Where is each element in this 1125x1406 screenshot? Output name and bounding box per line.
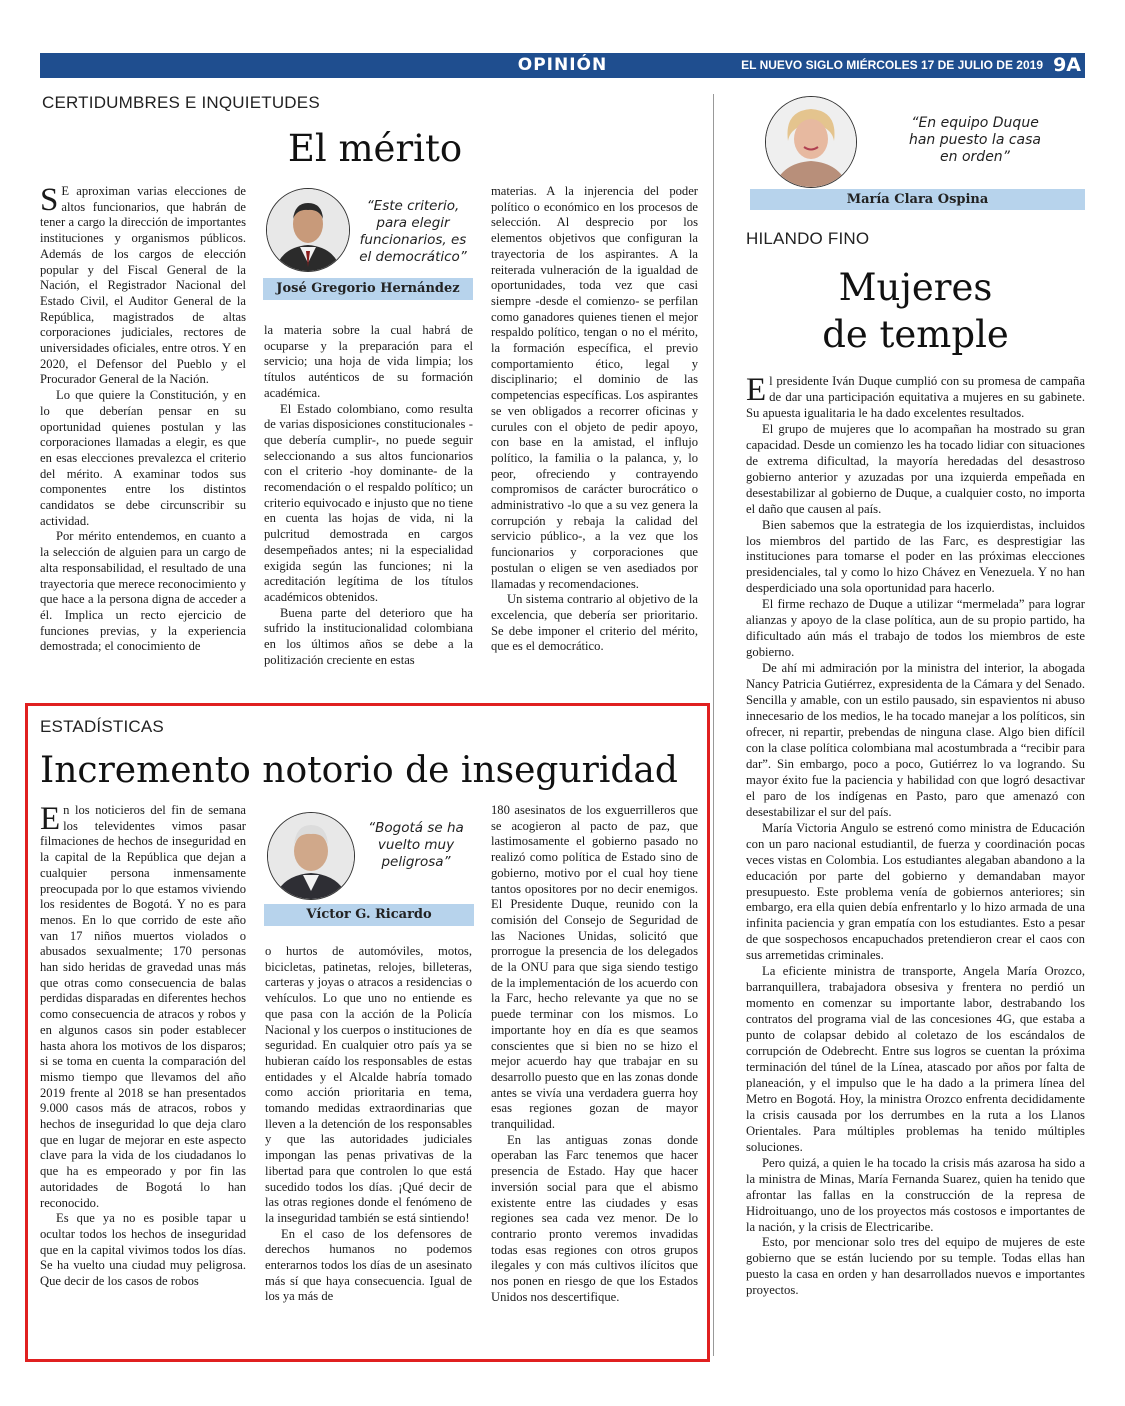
article2-para: o hurtos de automóviles, motos, bicicletas, patinetas, relojes, billeteras, carteras y joyas o atracos a residencias o vehículos. Lo que uno no entiende es que pasa con la acción de la Policía Nacional y los cuerpos o instituciones de seguridad. En cualquier otro país ya se hubieran caído los responsables de estas entidades y el Alcalde habría tomado como acción prioritaria en tema, tomando medidas extraordinarias que lleven a la detención de los responsables y que las autoridades judiciales impongan las penas privativas de la libertad para que controlen lo que está sucedido todos los días. ¡Qué decir de las otras regiones donde el fenómeno de la inseguridad también se está sintiendo! xyxy=(265,944,472,1225)
article1-kicker: CERTIDUMBRES E INQUIETUDES xyxy=(42,93,320,112)
article3-para: María Victoria Angulo se estrenó como ministra de Educación con un paro nacional estudiantil, de fuerza y coordinación pocas veces vistas en Colombia. Los estudiantes alegaban abandono a la educación por parte del gobierno y demandaban mayor presupuesto. Este problema venía de gobiernos anteriores; sin embargo, era ella quien debía enfrentarlo y lo hizo armada de una infinita paciencia y gran empatía con los estudiantes. Esto a pesar de que sospechosos encapuchados pretendieron crear el caos con sus arremetidas criminales. xyxy=(746,820,1085,963)
article2-quote-box xyxy=(264,810,474,928)
article3-para: El grupo de mujeres que lo acompañan ha mostrado su gran capacidad. Desde un comienzo les ha tocado lidiar con situaciones de extrema dificultad, la mayoría heredadas del desastroso gobierno anterior y azuzadas por una izquierda empeñada en desestabilizar al gobierno de Duque, a cualquier costo, no importa el daño que causen al país. xyxy=(746,421,1085,516)
author-portrait-icon xyxy=(766,97,856,187)
drop-cap: S xyxy=(40,182,59,218)
article1-para: Buena parte del deterioro que ha sufrido la institucionalidad colombiana en los últimos años se debe a la politización creciente en estas xyxy=(264,605,473,667)
article2-para: En las antiguas zonas donde operaban las Farc tenemos que hacer presencia de Estado. Hay que hacer inversión social para que el abismo existente entre las ciudades y esas regiones sea cada vez menor. De lo contrario pronto veremos invadidas todas esas regiones con otros grupos ilegales y con más cultivos ilícitos que nos ponen en riesgo de que los Estados Unidos nos descertifique. xyxy=(491,1132,698,1304)
article3-para: Bien sabemos que la estrategia de los izquierdistas, incluidos los miembros del partido de las Farc, es desprestigiar las instituciones para tomarse el poder en las próximas elecciones presidenciales, tal y como lo hizo Chávez en Venezuela. Y no han desperdiciado una sola oportunidad para hacerlo. xyxy=(746,517,1085,596)
article3-quote: “En equipo Duque han puesto la casa en orden” xyxy=(908,115,1041,165)
drop-cap: E xyxy=(746,372,767,408)
article3-author: María Clara Ospina xyxy=(750,189,1085,210)
article2-para: En los noticieros del fin de semana los televidentes vimos pasar filmaciones de hechos de inseguridad en la capital de la República que dejan a cualquier persona inmensamente preocupada por lo que estamos viviendo los residentes de Bogotá. Y no es para menos. En lo que corrido de este año van 17 niños muertos violados o abusados sexualmente; 170 personas han sido heridas de gravedad unas más que otras como consecuencia de balas perdidas disparadas en diferentes hechos como consecuencia de atracos y robos y en algunos casos sin poder establecer hasta ahora los motivos de los disparos; si se toma en cuenta la comparación del mismo tiempo que llevamos del año 2019 frente al 2018 se han presentados 9.000 casos más de atracos, robos y hechos de inseguridad lo que deja claro que en lugar de mejorar en este aspecto clave para la vida de los ciudadanos lo que ha es empeorado y por fin las autoridades de Bogotá lo han reconocido. xyxy=(40,801,246,1210)
article1-para: materias. A la injerencia del poder político o económico en los procesos de selección. Al desprecio por los elementos objetivos que configuran la trayectoria de los aspirantes. A la reiterada vulneración de la igualdad de oportunidades, toda vez que casi siempre -desde el comienzo- se perfilan como ganadores quienes tienen el mejor respaldo político, tengan o no el mérito, la formación específica, el previo comportamiento ético, legal y disciplinario; el dominio de las competencias específicas. Los aspirantes se ven obligados a recorrer oficinas y curules con el objeto de pedir apoyo, con base en la amistad, el influjo político, la familia o la palanca, y, lo peor, ofreciendo y contrayendo compromisos de carácter burocrático o administrativo -lo que a su vez genera la corrupción y rebaja la calidad del servicio público-, a la vez que los funcionarios y corporaciones que postulan o eligen se ven asediados por llamadas y recomendaciones. xyxy=(491,184,698,591)
article1-para: Lo que quiere la Constitución, y en lo que deberían pensar en su oportunidad quienes postulan y las corporaciones llamadas a elegir, es que en esas elecciones prevalezca el criterio del mérito. A examinar todos sus componentes entre los distintos candidatos se debe circunscribir su actividad. xyxy=(40,388,246,528)
article1-para: Por mérito entendemos, en cuanto a la selección de alguien para un cargo de alta responsabilidad, el resultado de una trayectoria que merece reconocimiento y que hace a la persona digna de acceder a él. Implica un recto ejercicio de funciones previas, y la experiencia demostrada; el conocimiento de xyxy=(40,529,246,654)
drop-cap: E xyxy=(40,801,61,837)
author-photo xyxy=(267,812,355,900)
article3-kicker: HILANDO FINO xyxy=(746,229,870,248)
article1-author: José Gregorio Hernández xyxy=(263,278,473,300)
article3-title xyxy=(746,264,1085,358)
article2-quote: “Bogotá se ha vuelto muy peligrosa” xyxy=(368,820,464,870)
article3-para: De ahí mi admiración por la ministra del interior, la abogada Nancy Patricia Gutiérrez, expresidenta de la Cámara y del Senado. Sencilla y amable, con un estilo pausado, sin espavientos ni abuso innecesario de los medios, le ha tocado manejar a los políticos, sin ofrecer, ni repartir, prebendas de ninguna clase. Algo bien difícil con la clase política colombiana mal acostumbrada a “recibir para dar”. Sin embargo, poco a poco, Gutiérrez lo va logrando. Su mayor éxito fue la paciencia y habilidad con que logró desactivar el paro de los indígenas en Pasto, paro que amenazó con desestabilizar el sur del país. xyxy=(746,661,1085,819)
article2-author: Víctor G. Ricardo xyxy=(264,904,474,926)
section-header-bar xyxy=(40,53,1085,78)
article2-para: 180 asesinatos de los exguerrilleros que se acogieron al pacto de paz, que lastimosamente el gobierno pasado no realizó como política de Estado sino de gobierno, motivo por el cual hoy tiene tantos opositores por no decir enemigos. El Presidente Duque, reunido con la comisión del Consejo de Seguridad de las Naciones Unidas, solicitó que prorrogue la presencia de los delegados de la ONU para que siga siendo testigo de la implementación de los acuerdo con la Farc, hecho relevante ya que no se puede terminar con los mismos. Lo importante hoy en día es que seamos conscientes que si bien no se hizo el mejor acuerdo hay que trabajar en su desarrollo puesto que en las zonas donde antes se vivía una verdadera guerra hoy esas regiones gozan de mayor tranquilidad. xyxy=(491,803,698,1132)
article2-column-1 xyxy=(40,803,246,1290)
article2-column-3 xyxy=(491,803,698,1306)
column-divider xyxy=(713,94,714,1356)
dateline: EL NUEVO SIGLO MIÉRCOLES 17 DE JULIO DE 2019 xyxy=(741,58,1043,72)
section-title: OPINIÓN xyxy=(517,55,608,75)
article2-kicker: ESTADÍSTICAS xyxy=(40,717,164,736)
article2-para: Es que ya no es posible tapar u ocultar todos los hechos de inseguridad que en la capital vivimos todos los días. Se ha vuelto una ciudad muy peligrosa. Que decir de los casos de robos xyxy=(40,1211,246,1289)
article2-para: En el caso de los defensores de derechos humanos no podemos enterarnos todos los días de un asesinato más sí que haya consecuencia. Igual de los ya más de xyxy=(265,1226,472,1304)
article1-para: S E aproximan varias elecciones de altos funcionarios, que habrán de tener a cargo la dirección de importantes instituciones y organismos públicos. Además de los cargos de elección popular y del Fiscal General de la Nación, el Registrador Nacional del Estado Civil, el Auditor General de la República, magistrados de altas corporaciones judiciales, rectores de universidades oficiales, entre otros. Y en 2020, el Defensor del Pueblo y el Procurador General de la Nación. xyxy=(40,182,246,387)
article3-para: La eficiente ministra de transporte, Angela María Orozco, barranquillera, trabajadora obsesiva y frentera no perdió un momento en comenzar su importante labor, destrabando los contratos del programa vial de las concesiones 4G, que estaba a punto de colapsar debido al coletazo de los escándalos de corrupción de Odebrecht. Entre sus logros se cuentan la próxima terminación del túnel de la Línea, atascado por años por falta de planeación, y el impulso que le ha dado a la primera línea del Metro en Bogotá. Hoy, la ministra Orozco enfrenta decididamente la crisis causada por los derrumbes en la ruta a los Llanos Orientales. Para múltiples problemas ha tenido múltiples soluciones. xyxy=(746,964,1085,1154)
article1-para: la materia sobre la cual habrá de ocuparse y la preparación para el servicio; una hoja de vida limpia; los títulos auténticos de su formación académica. xyxy=(264,323,473,400)
article3-title-line: de temple xyxy=(822,313,1009,356)
article1-quote-box xyxy=(263,186,473,304)
article1-para: El Estado colombiano, como resulta de varias disposiciones constitucionales -que debería cumplir-, no puede seguir seleccionando a sus altos funcionarios con el criterio -hoy dominante- de la recomendación o el respaldo político; un criterio equivocado e injusto que no tiene en cuenta las hojas de vida, ni la pulcritud demostrada en cargos desempeñados antes; ni la especialidad exigida según las funciones; ni la acreditación legítima de los títulos académicos obtenidos. xyxy=(264,401,473,604)
article1-title: El mérito xyxy=(287,127,463,170)
page-number: 9A xyxy=(1053,54,1081,76)
article1-column-3 xyxy=(491,184,698,655)
article3-para: El firme rechazo de Duque a utilizar “mermelada” para lograr alianzas y apoyo de la clase política, aun de su propio partido, ha dificultado aún más el trabajo de todos los miembros de este gobierno. xyxy=(746,597,1085,660)
article3-quote-box xyxy=(750,93,1085,211)
article3-title-line: Mujeres xyxy=(838,266,993,309)
author-portrait-icon xyxy=(268,813,354,899)
article3-para: Esto, por mencionar solo tres del equipo de mujeres de este gobierno que se están luciendo por su temple. Todas ellas han puesto la casa en orden y han desarrollados nuevos e importantes proyectos. xyxy=(746,1235,1085,1298)
article1-para: Un sistema contrario al objetivo de la excelencia, que debería ser prioritario. Se debe imponer el criterio del mérito, que es el democrático. xyxy=(491,592,698,654)
article1-column-1 xyxy=(40,184,246,655)
article2-column-2 xyxy=(265,944,472,1305)
author-photo xyxy=(765,96,857,188)
article1-column-2 xyxy=(264,323,473,668)
author-photo xyxy=(266,188,350,272)
article3-body xyxy=(746,374,1085,1299)
author-portrait-icon xyxy=(267,189,349,271)
article3-para: Pero quizá, a quien le ha tocado la crisis más azarosa ha sido a la ministra de Minas, María Fernanda Suarez, quien ha tenido que afrontar las fallas en la construcción de la represa de Hidroituango, uno de los proyectos más costosos e importantes de la nación, y la crisis de Electricaribe. xyxy=(746,1155,1085,1234)
article2-title: Incremento notorio de inseguridad xyxy=(40,750,678,791)
article1-quote: “Este criterio, para elegir funcionarios, es el democrático” xyxy=(359,198,467,265)
article3-para: El presidente Iván Duque cumplió con su promesa de campaña de dar una participación equitativa a mujeres en su gabinete. Su apuesta igualitaria le ha dado excelentes resultados. xyxy=(746,372,1085,420)
